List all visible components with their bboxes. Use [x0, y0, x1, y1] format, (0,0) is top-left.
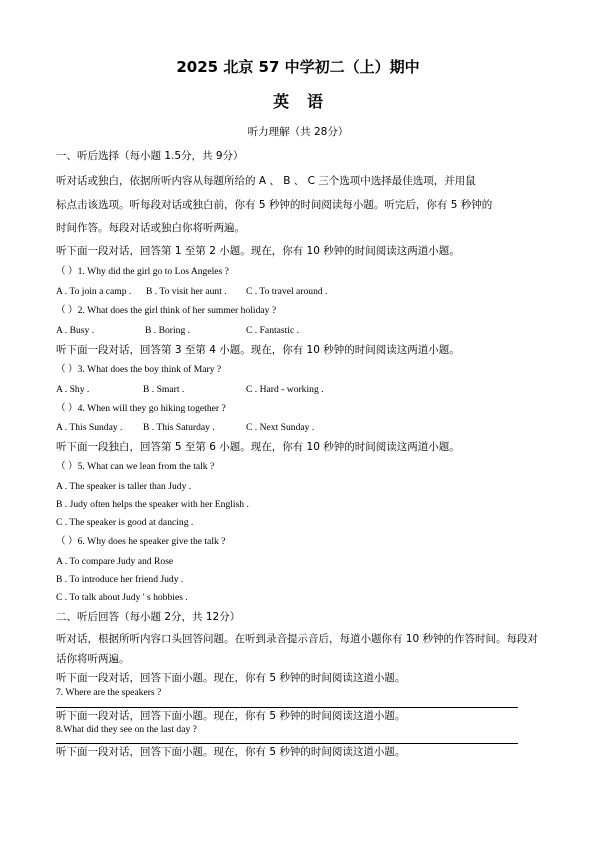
q2-option-b[interactable]: B . Boring .	[145, 325, 191, 336]
question-4: （ ）4. When will they go hiking together ?	[56, 403, 226, 414]
exam-title: 2025 北京 57 中学初二（上）期中	[176, 58, 420, 76]
q9-intro: 听下面一段对话，回答下面小题。现在，你有 5 秒钟的时间阅读这道小题。	[56, 746, 406, 758]
part2-instruction-line1: 听对话，根据所听内容口头回答问题。在听到录音提示音后，每道小题你有 10 秒钟的作答时间。每段对	[56, 633, 539, 645]
section-title: 听力理解（共 28分）	[247, 126, 349, 138]
q8-answer-line[interactable]	[56, 743, 518, 744]
q2-option-a[interactable]: A . Busy .	[56, 325, 95, 336]
q5-option-a[interactable]: A . The speaker is taller than Judy .	[56, 481, 192, 492]
q2-option-c[interactable]: C . Fantastic .	[246, 325, 300, 336]
q7-answer-line[interactable]	[56, 707, 518, 708]
q3-option-b[interactable]: B . Smart .	[143, 384, 185, 395]
question-8: 8.What did they see on the last day ?	[56, 724, 197, 735]
q4-option-c[interactable]: C . Next Sunday .	[246, 422, 315, 433]
q6-option-a[interactable]: A . To compare Judy and Rose	[56, 556, 174, 567]
q8-intro: 听下面一段对话，回答下面小题。现在，你有 5 秒钟的时间阅读这道小题。	[56, 710, 406, 722]
q1-option-a[interactable]: A . To join a camp .	[56, 286, 132, 297]
question-3: （ ）3. What does the boy think of Mary ?	[56, 364, 222, 375]
q5-option-c[interactable]: C . The speaker is good at dancing .	[56, 517, 194, 528]
part2-instruction-line2: 话你将听两遍。	[56, 653, 130, 665]
part1-instruction-line3: 时间作答。每段对话或独白你将听两遍。	[56, 222, 245, 234]
q3-option-c[interactable]: C . Hard - working .	[246, 384, 324, 395]
part1-heading: 一、听后选择（每小题 1.5分，共 9分）	[56, 150, 244, 162]
question-7: 7. Where are the speakers ?	[56, 687, 162, 698]
question-6: （ ）6. Why does he speaker give the talk ?	[56, 536, 226, 547]
q1-option-c[interactable]: C . To travel around .	[246, 286, 328, 297]
part2-heading: 二、听后回答（每小题 2分，共 12分）	[56, 611, 241, 623]
subject-title: 英语	[272, 92, 341, 111]
monologue-intro: 听下面一段独白，回答第 5 至第 6 小题。现在，你有 10 秒钟的时间阅读这两道小题。	[56, 441, 460, 453]
q7-intro: 听下面一段对话，回答下面小题。现在，你有 5 秒钟的时间阅读这道小题。	[56, 672, 406, 684]
dialog1-intro: 听下面一段对话，回答第 1 至第 2 小题。现在，你有 10 秒钟的时间阅读这两道小题。	[56, 245, 460, 257]
q3-option-a[interactable]: A . Shy .	[56, 384, 90, 395]
q5-option-b[interactable]: B . Judy often helps the speaker with her English .	[56, 499, 249, 510]
q4-option-a[interactable]: A . This Sunday .	[56, 422, 123, 433]
q4-option-b[interactable]: B . This Saturday .	[143, 422, 215, 433]
part1-instruction-line2: 标点击该选项。听每段对话或独白前，你有 5 秒钟的时间阅读每小题。听完后，你有 5 秒钟的	[56, 199, 493, 211]
question-5: （ ）5. What can we lean from the talk ?	[56, 461, 215, 472]
part1-instruction-line1: 听对话或独白，依据所听内容从每题所给的 A 、 B 、 C 三个选项中选择最佳选项，并用鼠	[56, 175, 476, 187]
q1-option-b[interactable]: B . To visit her aunt .	[146, 286, 227, 297]
question-1: （ ）1. Why did the girl go to Los Angeles ?	[56, 266, 229, 277]
q6-option-b[interactable]: B . To introduce her friend Judy .	[56, 574, 184, 585]
q6-option-c[interactable]: C . To talk about Judy ' s hobbies .	[56, 592, 188, 603]
question-2: （ ）2. What does the girl think of her summer holiday ?	[56, 305, 277, 316]
dialog2-intro: 听下面一段对话，回答第 3 至第 4 小题。现在，你有 10 秒钟的时间阅读这两道小题。	[56, 344, 460, 356]
